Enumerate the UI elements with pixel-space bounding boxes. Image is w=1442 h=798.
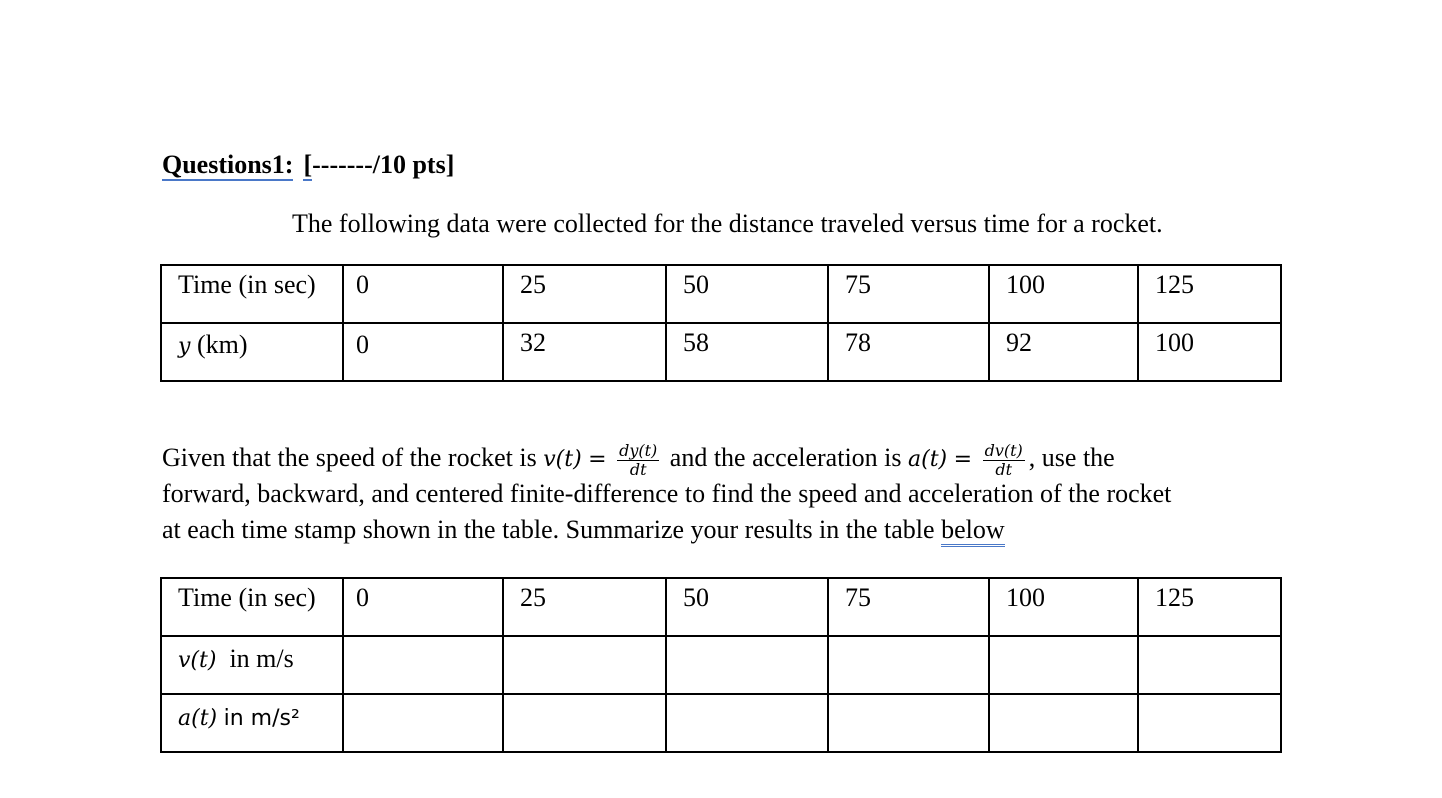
instructions-paragraph — [162, 440, 1292, 548]
results-table — [160, 577, 1282, 753]
row-label-time: Time (in sec) — [161, 578, 343, 636]
question-heading — [162, 150, 454, 181]
table-cell: 100 — [989, 578, 1138, 636]
acceleration-expression: a(t) — [908, 447, 948, 472]
table-cell: 0 — [343, 578, 503, 636]
table-row — [161, 636, 1281, 694]
table-cell: 100 — [1138, 323, 1281, 381]
paragraph-line: at each time stamp shown in the table. Summarize your results in the table below — [162, 512, 1292, 548]
row-label-speed: v(t) in m/s — [161, 636, 343, 694]
empty-cell[interactable] — [343, 694, 503, 752]
table-cell: 50 — [666, 578, 828, 636]
paragraph-line: forward, backward, and centered finite-difference to find the speed and acceleration of the rocket — [162, 479, 1172, 508]
table-row — [161, 578, 1281, 636]
table-cell: 58 — [666, 323, 828, 381]
empty-cell[interactable] — [989, 636, 1138, 694]
intro-sentence: The following data were collected for the distance traveled versus time for a rocket. — [292, 209, 1163, 238]
empty-cell[interactable] — [503, 694, 666, 752]
question-bracket: [ — [303, 150, 313, 179]
empty-cell[interactable] — [1138, 694, 1281, 752]
empty-cell[interactable] — [989, 694, 1138, 752]
dy-dt-fraction: $\frac{dy(t)}{dt}$ — [619, 440, 658, 479]
dv-dt-fraction: $\frac{dv(t)}{dt}$ — [984, 440, 1023, 479]
data-table — [160, 264, 1282, 382]
table-cell: 32 — [503, 323, 666, 381]
table-cell: 92 — [989, 323, 1138, 381]
table-cell: 125 — [1138, 265, 1281, 323]
table-cell: 75 — [828, 265, 989, 323]
speed-expression: v(t) — [543, 447, 582, 472]
question-score: -------/10 pts] — [312, 150, 455, 179]
empty-cell[interactable] — [828, 694, 989, 752]
table-row — [161, 265, 1281, 323]
empty-cell[interactable] — [343, 636, 503, 694]
paragraph-line: Given that the speed of the rocket is v(t) = $\frac{dy(t)}{dt}$ and the acceleration is a(t) = $\frac{dv(t)}{dt}$ , use the — [162, 440, 1115, 479]
empty-cell[interactable] — [503, 636, 666, 694]
table-row — [161, 323, 1281, 381]
table-cell: 0 — [343, 323, 503, 381]
empty-cell[interactable] — [828, 636, 989, 694]
row-label-acceleration: a(t) in m/s² — [161, 694, 343, 752]
row-label-time: Time (in sec) — [161, 265, 343, 323]
question-title: Questions1: — [162, 150, 294, 179]
table-cell: 25 — [503, 578, 666, 636]
table-cell: 50 — [666, 265, 828, 323]
table-cell: 125 — [1138, 578, 1281, 636]
table-cell: 75 — [828, 578, 989, 636]
empty-cell[interactable] — [666, 636, 828, 694]
empty-cell[interactable] — [666, 694, 828, 752]
empty-cell[interactable] — [1138, 636, 1281, 694]
table-cell: 25 — [503, 265, 666, 323]
table-cell: 78 — [828, 323, 989, 381]
table-row — [161, 694, 1281, 752]
row-label-y: y (km) — [161, 323, 343, 381]
table-cell: 0 — [343, 265, 503, 323]
below-link: below — [941, 515, 1005, 547]
table-cell: 100 — [989, 265, 1138, 323]
